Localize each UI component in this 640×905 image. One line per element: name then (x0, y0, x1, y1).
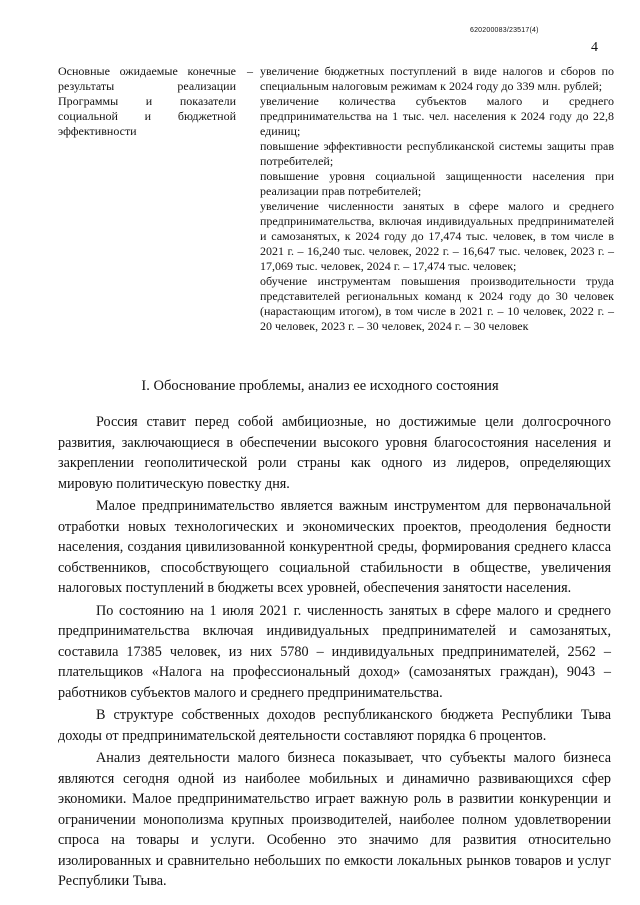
results-summary-items (260, 64, 614, 334)
body-paragraph: Россия ставит перед собой амбициозные, но достижимые цели долгосрочного развития, заключающиеся в обеспечении высокого уровня благосостояния населения и закреплении геополитической роли страны как одного из лидеров, определяющих мировую политическую повестку дня. (58, 414, 611, 492)
results-summary-dash: – (247, 64, 253, 78)
result-item: увеличение количества субъектов малого и среднего предпринимательства на 1 тыс. чел. населения к 2024 году до 22,8 единиц; (260, 94, 614, 138)
body-paragraph: По состоянию на 1 июля 2021 г. численность занятых в сфере малого и среднего предпринимательства включая индивидуальных предпринимателей и самозанятых, составила 17385 человек, из них 5780 – индивидуальных предпринимателей, 2562 – плательщиков «Налога на профессиональный доход» (самозанятых граждан), 9043 – работников субъектов малого и среднего предпринимательства. (58, 602, 611, 701)
section-heading: I. Обоснование проблемы, анализ ее исходного состояния (141, 378, 499, 394)
page-number: 4 (591, 40, 598, 55)
body-paragraph: В структуре собственных доходов республиканского бюджета Республики Тыва доходы от предпринимательской деятельности составляют порядка 6 процентов. (58, 707, 611, 744)
results-summary-table (58, 64, 618, 334)
result-item: повышение уровня социальной защищенности населения при реализации прав потребителей; (260, 169, 614, 198)
result-item: увеличение бюджетных поступлений в виде налогов и сборов по специальным налоговым режимам к 2024 году до 339 млн. рублей; (260, 64, 614, 93)
results-summary-label: Основные ожидаемые конечные результаты реализации Программы и показатели социальной и бюджетной эффективности (58, 64, 236, 138)
body-paragraph: Анализ деятельности малого бизнеса показывает, что субъекты малого бизнеса являются сегодня одной из наиболее мобильных и динамично развивающихся сфер экономики. Малое предпринимательство играет важную роль в развитии конкуренции и ограничении монополизма крупных производителей, наиболее полном удовлетворении спроса на товары и услуги. Особенно это значимо для развития относительно изолированных и сравнительно небольших по емкости локальных рынков товаров и услуг Республики Тыва. (58, 750, 611, 889)
body-paragraph: Малое предпринимательство является важным инструментом для первоначальной отработки новых технологических и экономических проектов, преодоления бедности населения, создания цивилизованной конкурентной среды, формирования среднего класса собственников, способствующего социальной стабильности в обществе, увеличения налоговых поступлений в бюджеты всех уровней, обеспечения занятости населения. (58, 498, 611, 596)
result-item: увеличение численности занятых в сфере малого и среднего предпринимательства, включая индивидуальных предпринимателей и самозанятых, к 2024 году до 17,474 тыс. человек, в том числе в 2021 г. – 16,240 тыс. человек, 2022 г. – 16,647 тыс. человек, 2023 г. – 17,069 тыс. человек, 2024 г. – 17,474 тыс. человек; (260, 199, 614, 273)
section-body (58, 412, 611, 894)
result-item: обучение инструментам повышения производительности труда представителей региональных команд к 2024 году до 30 человек (нарастающим итогом), в том числе в 2021 г. – 10 человек, 2022 г. – 20 человек, 2023 г. – 30 человек, 2024 г. – 30 человек (260, 274, 614, 333)
document-number: 620200083/23517(4) (470, 27, 539, 34)
result-item: повышение эффективности республиканской системы защиты прав потребителей; (260, 139, 614, 168)
